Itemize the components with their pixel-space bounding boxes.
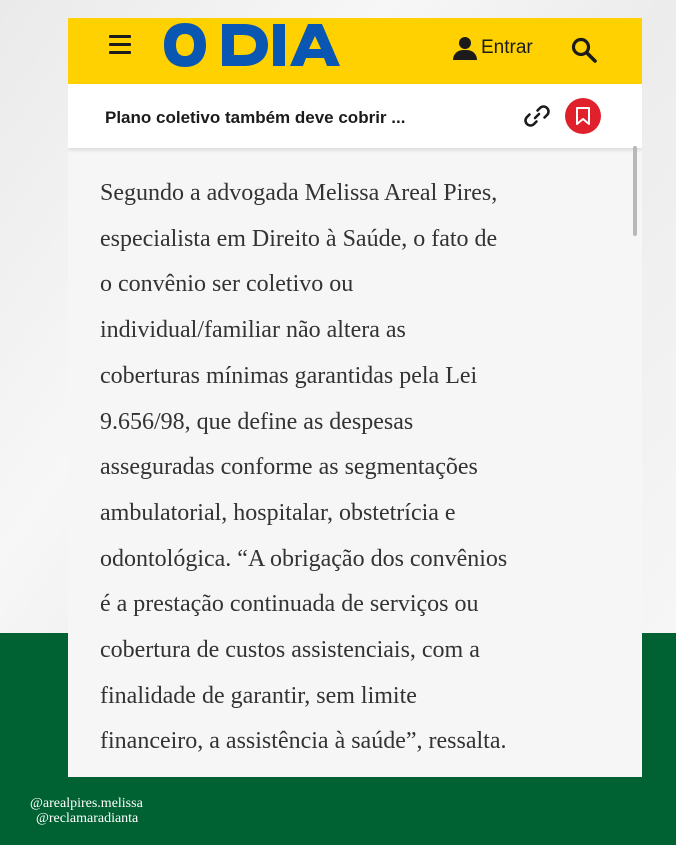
bookmark-button[interactable] xyxy=(565,98,601,134)
article-body-line: Segundo a advogada Melissa Areal Pires, xyxy=(100,180,498,206)
login-label: Entrar xyxy=(481,37,533,58)
login-button[interactable] xyxy=(452,36,533,60)
scrollbar[interactable] xyxy=(633,146,637,236)
search-icon[interactable] xyxy=(570,36,598,64)
bookmark-icon xyxy=(575,107,591,125)
instagram-handle: @arealpires.melissa xyxy=(30,796,143,811)
menu-icon[interactable] xyxy=(109,35,131,55)
article-body-line: ambulatorial, hospitalar, obstetrícia e xyxy=(100,499,456,526)
article-body-line: financeiro, a assistência à saúde”, ressalta. xyxy=(100,728,507,755)
article-body-line: o convênio ser coletivo ou xyxy=(100,271,354,298)
article-body-line: coberturas mínimas garantidas pela Lei xyxy=(100,362,478,389)
article-title: Plano coletivo também deve cobrir ... xyxy=(105,108,406,127)
phone-screenshot xyxy=(68,18,642,777)
article-body-line: especialista em Direito à Saúde, o fato de xyxy=(100,225,498,252)
article-body-line: finalidade de garantir, sem limite xyxy=(100,682,417,709)
user-icon xyxy=(452,36,478,60)
article-body-line: é a prestação continuada de serviços ou xyxy=(100,591,479,618)
site-header xyxy=(68,18,642,84)
social-handles xyxy=(30,796,143,826)
instagram-handle: @reclamaradianta xyxy=(36,811,139,826)
article-body-line: odontológica. “A obrigação dos convênios xyxy=(100,545,508,572)
article-body xyxy=(100,171,620,765)
article-title-bar xyxy=(68,84,642,148)
article-body-line: asseguradas conforme as segmentações xyxy=(100,454,478,481)
article-body-line: cobertura de custos assistenciais, com a xyxy=(100,637,480,664)
article-body-line: individual/familiar não altera as xyxy=(100,317,406,344)
link-icon[interactable] xyxy=(524,103,550,129)
article-body-line: 9.656/98, que define as despesas xyxy=(100,408,414,435)
site-logo[interactable] xyxy=(164,18,368,76)
